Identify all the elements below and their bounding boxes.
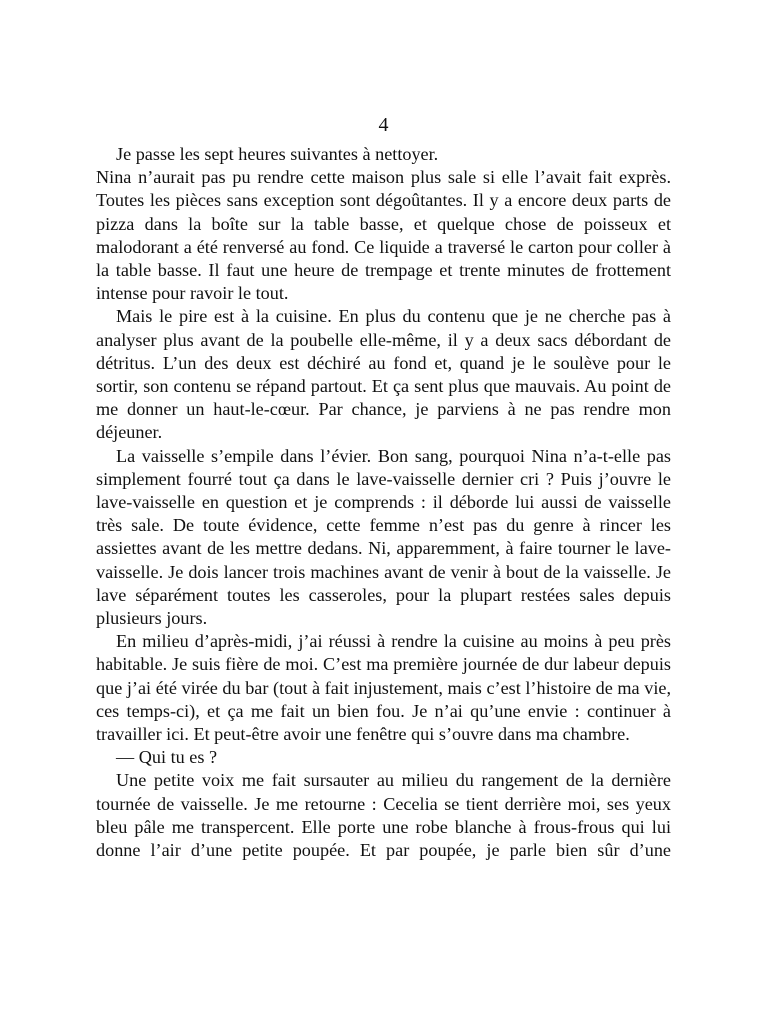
paragraph: La vaisselle s’empile dans l’évier. Bon sang, pourquoi Nina n’a-t-elle pas simplement fourré tout ça dans le lave-vaisselle dernier cri ? Puis j’ouvre le lave-vaisselle en question et je comprends : il déborde lui aussi de vaisselle très sale. De toute évidence, cette femme n’est pas du genre à rincer les assiettes avant de les mettre dedans. Ni, apparemment, à faire tourner le lave-vaisselle. Je dois lancer trois machines avant de venir à bout de la vaisselle. Je lave séparément toutes les casseroles, pour la plupart restées sales depuis plusieurs jours. [96, 445, 671, 629]
paragraph: Nina n’aurait pas pu rendre cette maison plus sale si elle l’avait fait exprès. Toutes les pièces sans exception sont dégoûtantes. Il y a encore deux parts de pizza dans la boîte sur la table basse, et quelque chose de poisseux et malodorant a été renversé au fond. Ce liquide a traversé le carton pour coller à la table basse. Il faut une heure de trempage et trente minutes de frottement intense pour ravoir le tout. [96, 167, 671, 304]
paragraph: Mais le pire est à la cuisine. En plus du contenu que je ne cherche pas à analyser plus avant de la poubelle elle-même, il y a deux sacs débordant de détritus. L’un des deux est déchiré au fond et, quand je le soulève pour le sortir, son contenu se répand partout. Et ça sent plus que mauvais. Au point de me donner un haut-le-cœur. Par chance, je parviens à ne pas rendre mon déjeuner. [96, 306, 671, 443]
dialogue-line: — Qui tu es ? [116, 747, 218, 768]
paragraph: Je passe les sept heures suivantes à nettoyer. [116, 144, 439, 164]
paragraph: En milieu d’après-midi, j’ai réussi à rendre la cuisine au moins à peu près habitable. Je suis fière de moi. C’est ma première journée de dur labeur depuis que j’ai été virée du bar (tout à fait injustement, mais c’est l’histoire de ma vie, ces temps-ci), et ça me fait un bien fou. Je n’ai qu’une envie : continuer à travailler ici. Et peut-être avoir une fenêtre qui s’ouvre dans ma chambre. [96, 631, 671, 745]
paragraph: Une petite voix me fait sursauter au milieu du rangement de la dernière tournée de vaisselle. Je me retourne : Cecelia se tient derrière moi, ses yeux bleu pâle me transpercent. Elle porte une robe blanche à frous-frous qui lui donne l’air d’une petite poupée. Et par poupée, je parle bien sûr d’une [96, 770, 671, 861]
book-page [96, 112, 671, 862]
chapter-number: 4 [378, 114, 389, 136]
